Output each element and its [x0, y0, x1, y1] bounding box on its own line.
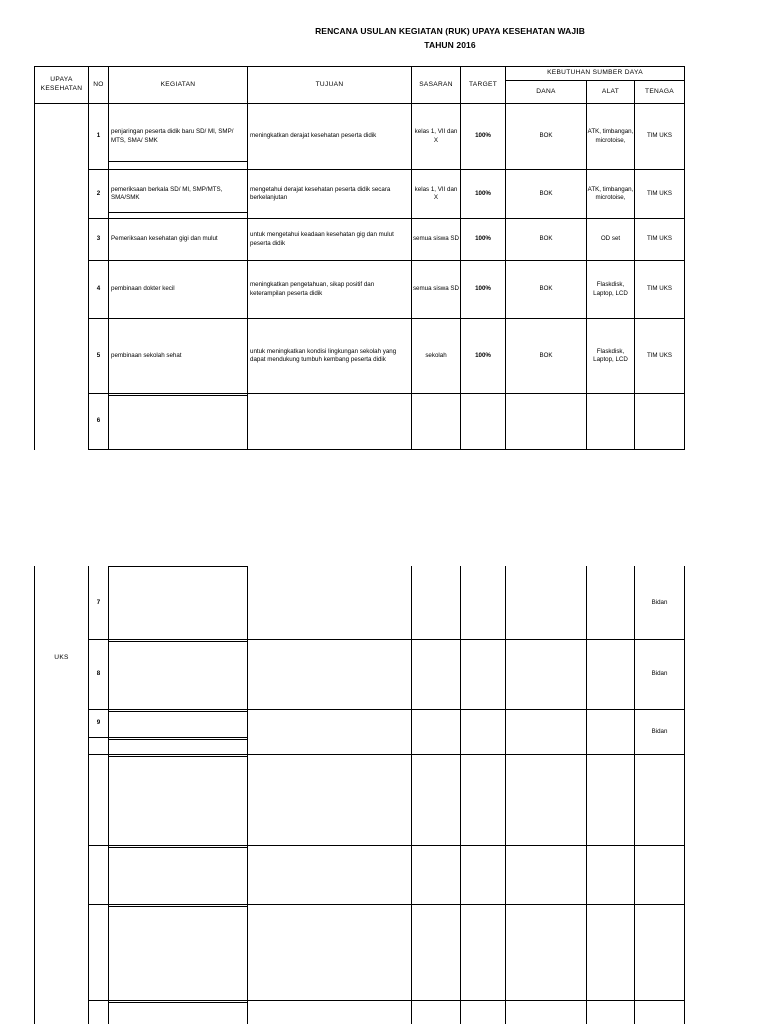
tujuan-cell: meningkatkan pengetahuan, sikap positif dan keterampilan peserta didik — [250, 281, 375, 297]
tujuan-cell: untuk mengetahui keadaan kesehatan gig dan mulut peserta didik — [250, 231, 394, 247]
row-number: 4 — [96, 285, 101, 293]
document-title: RENCANA USULAN KEGIATAN (RUK) UPAYA KESEHATAN WAJIB — [315, 26, 585, 36]
tujuan-cell: untuk meningkatkan kondisi lingkungan sekolah yang dapat mendukung tumbuh kembang peserta didik — [250, 347, 397, 363]
alat-cell: ATK, timbangan, microtoise, — [587, 128, 634, 144]
tenaga-cell: TIM UKS — [646, 285, 673, 293]
row-number: 5 — [96, 351, 101, 359]
sasaran-cell: kelas 1, VII dan X — [414, 128, 458, 144]
tenaga-cell: TIM UKS — [646, 189, 673, 197]
kegiatan-cell: Pemeriksaan kesehatan gigi dan mulut — [111, 235, 218, 243]
header-upaya-kesehatan: UPAYA KESEHATAN — [40, 76, 83, 92]
tenaga-cell: Bidan — [651, 670, 668, 678]
dana-cell: BOK — [539, 132, 553, 140]
tenaga-cell: Bidan — [651, 727, 668, 735]
upaya-kesehatan-value: UKS — [54, 653, 69, 661]
sasaran-cell: semua siswa SD — [412, 235, 460, 243]
kegiatan-cell: pembinaan dokter kecil — [111, 285, 175, 293]
row-number: 1 — [96, 132, 101, 140]
dana-cell: BOK — [539, 189, 553, 197]
target-cell: 100% — [475, 351, 491, 359]
header-tenaga: TENAGA — [645, 87, 674, 95]
sasaran-cell: kelas 1, VII dan X — [414, 185, 458, 201]
alat-cell: OD set — [600, 235, 621, 243]
target-cell: 100% — [475, 132, 491, 140]
row-number: 2 — [96, 189, 101, 197]
header-target: TARGET — [468, 80, 498, 88]
row-number: 3 — [96, 235, 101, 243]
dana-cell: BOK — [539, 351, 553, 359]
header-alat: ALAT — [601, 87, 620, 95]
kegiatan-cell: pemeriksaan berkala SD/ MI, SMP/MTS, SMA/SMK — [111, 185, 223, 201]
tenaga-cell: TIM UKS — [646, 235, 673, 243]
row-number: 7 — [96, 598, 101, 606]
target-cell: 100% — [475, 235, 491, 243]
alat-cell: Flaskdisk, Laptop, LCD — [593, 281, 628, 297]
target-cell: 100% — [475, 189, 491, 197]
row-number: 8 — [96, 670, 101, 678]
kegiatan-cell: penjaringan peserta didik baru SD/ MI, SMP/ MTS, SMA/ SMK — [111, 128, 234, 144]
alat-cell: Flaskdisk, Laptop, LCD — [593, 347, 628, 363]
dana-cell: BOK — [539, 285, 553, 293]
tenaga-cell: TIM UKS — [646, 132, 673, 140]
target-cell: 100% — [475, 285, 491, 293]
dana-cell: BOK — [539, 235, 553, 243]
document-year: TAHUN 2016 — [424, 40, 476, 50]
alat-cell: ATK, timbangan, microtoise, — [587, 185, 634, 201]
header-kegiatan: KEGIATAN — [160, 80, 196, 88]
tenaga-cell: Bidan — [651, 598, 668, 606]
sasaran-cell: sekolah — [425, 351, 447, 359]
header-sasaran: SASARAN — [419, 80, 453, 88]
header-kebutuhan-sumber-daya: KEBUTUHAN SUMBER DAYA — [547, 69, 643, 77]
header-no: NO — [93, 80, 104, 88]
header-tujuan: TUJUAN — [315, 80, 344, 88]
tujuan-cell: mengetahui derajat kesehatan peserta didik secara berkelanjutan — [250, 185, 391, 201]
sasaran-cell: semua siswa SD — [412, 285, 460, 293]
row-number: 6 — [96, 417, 101, 425]
tujuan-cell: meningkatkan derajat kesehatan peserta didik — [250, 132, 377, 140]
row-number: 9 — [96, 719, 101, 727]
tenaga-cell: TIM UKS — [646, 351, 673, 359]
kegiatan-cell: pembinaan sekolah sehat — [111, 351, 182, 359]
header-dana: DANA — [536, 87, 556, 95]
